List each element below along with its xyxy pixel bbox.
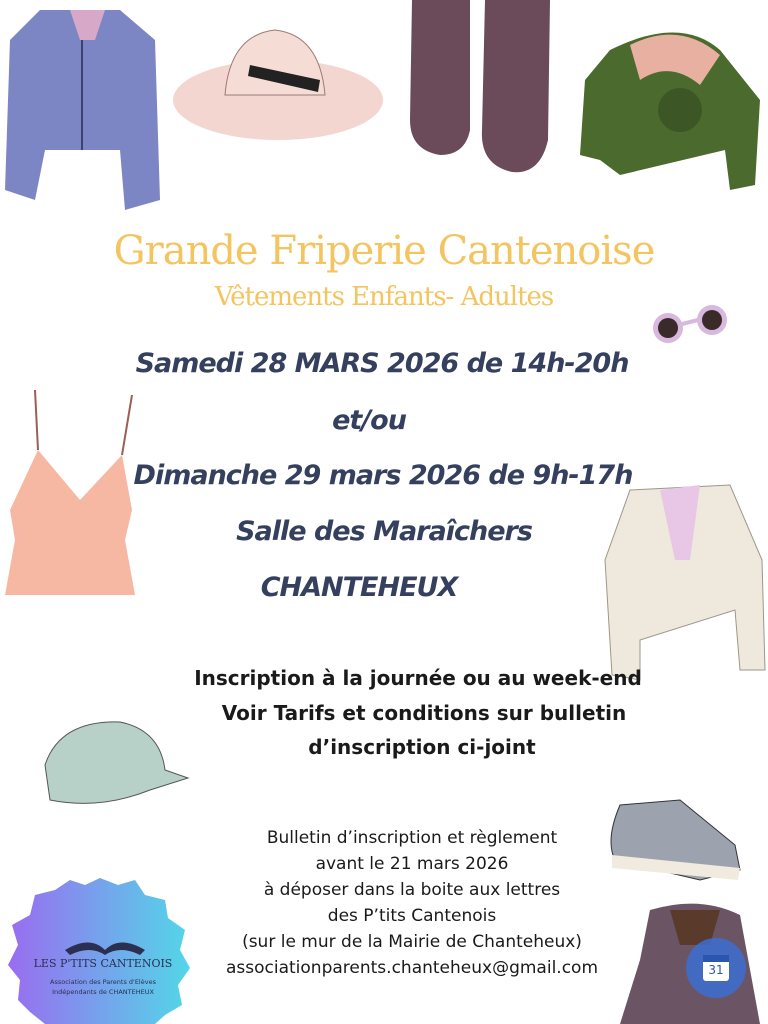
bulletin-line-2: avant le 21 mars 2026 — [315, 854, 509, 874]
green-hoodie-icon — [580, 33, 760, 191]
registration-line-2: Voir Tarifs et conditions sur bulletin — [221, 701, 627, 725]
bulletin-line-3: à déposer dans la boite aux lettres — [263, 880, 561, 900]
calendar-day: 31 — [708, 963, 724, 977]
venue: Salle des Maraîchers — [236, 516, 532, 547]
town: CHANTEHEUX — [260, 572, 458, 603]
contact-email[interactable]: associationparents.chanteheux@gmail.com — [226, 958, 598, 978]
logo-name: LES P'TITS CANTENOIS — [33, 957, 173, 970]
denim-jacket-icon — [5, 10, 160, 210]
page-subtitle: Vêtements Enfants- Adultes — [214, 282, 554, 312]
date-saturday: Samedi 28 MARS 2026 de 14h-20h — [135, 348, 629, 379]
bulletin-line-4: des P’tits Cantenois — [327, 906, 497, 926]
logo-tagline-2: Indépendants de CHANTEHEUX — [52, 988, 154, 996]
registration-line-3: d’inscription ci-joint — [308, 735, 536, 759]
registration-line-1: Inscription à la journée ou au week-end — [194, 666, 642, 690]
logo-tagline-1: Association des Parents d'Elèves — [50, 978, 156, 986]
sun-hat-icon — [173, 30, 383, 140]
page-title: Grande Friperie Cantenoise — [113, 228, 655, 274]
bulletin-line-5: (sur le mur de la Mairie de Chanteheux) — [242, 932, 582, 952]
bulletin-line-1: Bulletin d’inscription et règlement — [266, 828, 558, 848]
loafers-icon — [410, 0, 550, 172]
date-conjunction: et/ou — [332, 405, 406, 436]
date-sunday: Dimanche 29 mars 2026 de 9h-17h — [133, 460, 633, 491]
